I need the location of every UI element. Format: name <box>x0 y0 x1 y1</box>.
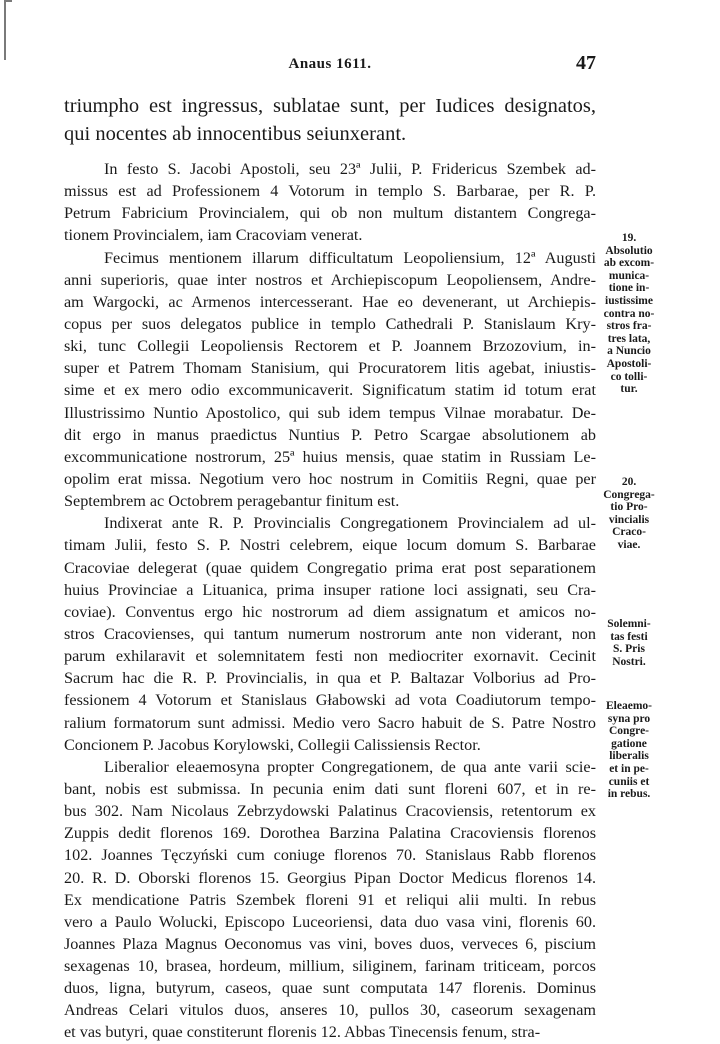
text-line: Cracoviae delegerat (quae quidem Congregatio prima erat post separationem <box>64 558 596 577</box>
text-line: duos, ligna, butyrum, caseos, quae sunt computata 147 florenis. Dominus <box>64 979 596 998</box>
text-line: Septembrem ac Octobrem peragebantur finitum est. <box>64 492 400 511</box>
text-line: Zuppis dedit florenos 169. Dorothea Barzina Palatina Cracoviensis florenos <box>64 824 596 843</box>
margin-note-line: viae. <box>617 538 641 551</box>
margin-note-line: Congrega- <box>603 488 655 501</box>
text-line: Fecimus mentionem illarum difficultatum Leopoliensium, 12ª Augusti <box>104 248 596 267</box>
text-line: vero a Paulo Wolucki, Episcopo Luceoriensi, data duo vasa vini, florenis 60. <box>64 912 596 931</box>
text-line: Joannes Plaza Magnus Oeconomus vas vini, boves duos, verveces 6, piscium <box>64 934 596 953</box>
margin-note-line: vincialis <box>608 513 650 526</box>
margin-note-line: in rebus. <box>607 788 651 801</box>
margin-note-line: syna pro <box>607 712 651 725</box>
paragraph-leopoliensium <box>64 247 596 513</box>
margin-note-line: liberalis <box>609 750 649 763</box>
text-line: ski, tunc Collegii Leopoliensis Rectorem et P. Joannem Brzozovium, in- <box>64 337 596 356</box>
text-line: sime et ex mero odio excommunicaverit. Significatum statim id totum erat <box>64 381 596 400</box>
text-line: anni superioris, quae inter nostros et Archiepiscopum Leopoliensem, Andre- <box>64 270 596 289</box>
margin-note-line: stros fra- <box>606 320 652 333</box>
margin-note-line: a Nuncio <box>607 345 651 358</box>
margin-note-line: Craco- <box>612 526 646 539</box>
margin-note-line: tione in- <box>608 282 650 295</box>
text-line: super et Patrem Thomam Stanisium, qui Procuratorem litis agebat, iniustis- <box>64 359 596 378</box>
margin-note-absolutio <box>598 232 660 396</box>
page-header <box>64 52 596 76</box>
text-line: dit ergo in manus praedictus Nuntius P. Petro Scargae absolutionem ab <box>64 425 596 444</box>
text-line: am Wargocki, ac Armenos intercesserant. Hae eo devenerant, ut Archiepis- <box>64 292 596 311</box>
text-line: Sacrum hac die R. P. Provincialis, in qua et P. Baltazar Volborius ad Pro- <box>64 669 596 688</box>
margin-note-line: et in pe- <box>609 762 649 775</box>
margin-note-line: iustissime <box>605 294 653 307</box>
text-line: huius Provinciae a Lituanica, prima insuper ratione loci assignati, seu Cra- <box>64 580 596 599</box>
text-line: 102. Joannes Tęczyński cum coniuge florenos 70. Stanislaus Rabb florenos <box>64 846 596 865</box>
text-line: In festo S. Jacobi Apostoli, seu 23ª Julii, P. Fridericus Szembek ad- <box>104 160 596 178</box>
text-line: ralium formatorum sunt admissi. Medio vero Sacro habuit de S. Patre Nostro <box>64 713 596 732</box>
text-line: Illustrissimo Nuntio Apostolico, qui sub idem tempus Vilnae morabatur. De- <box>64 403 596 422</box>
intro-line: triumpho est ingressus, sublatae sunt, per Iudices designatos, <box>64 95 596 117</box>
text-line: coviae). Conventus ergo hic nostrorum ad diem assignatum et amicos no- <box>64 602 596 621</box>
text-line: tionem Provincialem, iam Cracoviam venerat. <box>64 226 363 245</box>
paragraph-eleaemosyna <box>64 756 596 1044</box>
margin-note-line: S. Pris <box>613 643 645 656</box>
text-line: opolim erat missa. Negotium vero hoc nostrum in Comitiis Regni, quae per <box>64 469 596 488</box>
margin-note-line: Congre- <box>608 725 650 738</box>
text-line: missus est ad Professionem 4 Votorum in templo S. Barbarae, per R. P. <box>64 182 596 201</box>
paragraph-congregatio <box>64 512 596 756</box>
page-number: 47 <box>576 52 596 74</box>
margin-note-line: Nostri. <box>612 655 646 668</box>
margin-note-line: gatione <box>611 737 647 750</box>
text-line: Concionem P. Jacobus Korylowski, Collegii Calissiensis Rector. <box>64 735 481 754</box>
margin-note-eleaemosyna <box>598 700 660 801</box>
intro-line: qui nocentes ab innocentibus seiunxerant. <box>64 123 407 145</box>
text-line: Indixerat ante R. P. Provincialis Congregationem Provincialem ad ul- <box>104 514 596 533</box>
margin-note-line: tio Pro- <box>610 501 648 514</box>
text-line: excommunicatione nostrorum, 25ª huius mensis, quae statim in Russiam Le- <box>64 447 596 466</box>
margin-note-line: contra no- <box>603 307 655 320</box>
text-line: Andreas Celari vitulos duos, anseres 10, pullos 30, caseorum sexagenam <box>64 1001 596 1020</box>
text-line: Liberalior eleaemosyna propter Congregationem, de qua ante varii scie- <box>104 757 596 776</box>
margin-note-line: tur. <box>620 383 638 396</box>
text-line: copus per suos delegatos publice in templo Cathedrali P. Stanislaum Kry- <box>64 314 596 333</box>
margin-note-line: co tolli- <box>610 370 648 383</box>
margin-note-line: munica- <box>608 269 650 282</box>
margin-note-congregatio <box>598 476 660 552</box>
margin-note-line: tas festi <box>610 630 648 643</box>
margin-note-line: Solemni- <box>607 618 651 630</box>
text-line: parum exhilaravit et solemnitatem festi non mediocriter exornavit. Cecinit <box>64 647 596 666</box>
text-line: timam Julii, festo S. P. Nostri celebrem, eique locum domum S. Barbarae <box>64 536 596 555</box>
text-line: fessionem 4 Votorum et Stanislaus Głabowski ad vota Coadiutorum tempo- <box>64 691 596 710</box>
text-line: Ex mendicatione Patris Szembek floreni 91 et reliqui alii multi. In rebus <box>64 890 596 909</box>
text-line: Petrum Fabricium Provincialem, qui ob non multum distantem Congrega- <box>64 204 596 223</box>
margin-note-line: 20. <box>621 476 637 488</box>
text-line: bant, nobis est submissa. In pecunia enim dati sunt floreni 607, et in re- <box>64 779 596 798</box>
running-title: Anaus 1611. <box>288 56 372 72</box>
text-line: et vas butyri, quae constiterunt florenis 12. Abbas Tinecensis fenum, stra- <box>64 1023 541 1042</box>
margin-note-line: Eleaemo- <box>606 700 652 712</box>
margin-note-line: 19. <box>621 232 637 244</box>
paragraph-jacobi <box>64 158 596 247</box>
text-line: stros Cracovienses, qui tantum numerum nostrorum ante non viderant, non <box>64 624 596 643</box>
text-line: bus 302. Nam Nicolaus Zebrzydowski Palatinus Cracoviensis, retentorum ex <box>64 802 596 821</box>
margin-note-line: Apostoli- <box>606 357 652 370</box>
margin-note-line: tres lata, <box>607 332 651 345</box>
crop-mark <box>4 0 6 60</box>
text-line: 20. R. D. Oborski florenos 15. Georgius Pipan Doctor Medicus florenos 14. <box>64 868 596 887</box>
main-text <box>64 92 596 1044</box>
margin-note-line: ab excom- <box>603 257 655 270</box>
margin-note-line: cuniis et <box>608 775 650 788</box>
margin-note-solemnitas <box>598 618 660 668</box>
text-line: sexagenas 10, brasea, hordeum, millium, siliginem, farinam triticeam, porcos <box>64 957 596 976</box>
margin-note-line: Absolutio <box>605 244 653 257</box>
